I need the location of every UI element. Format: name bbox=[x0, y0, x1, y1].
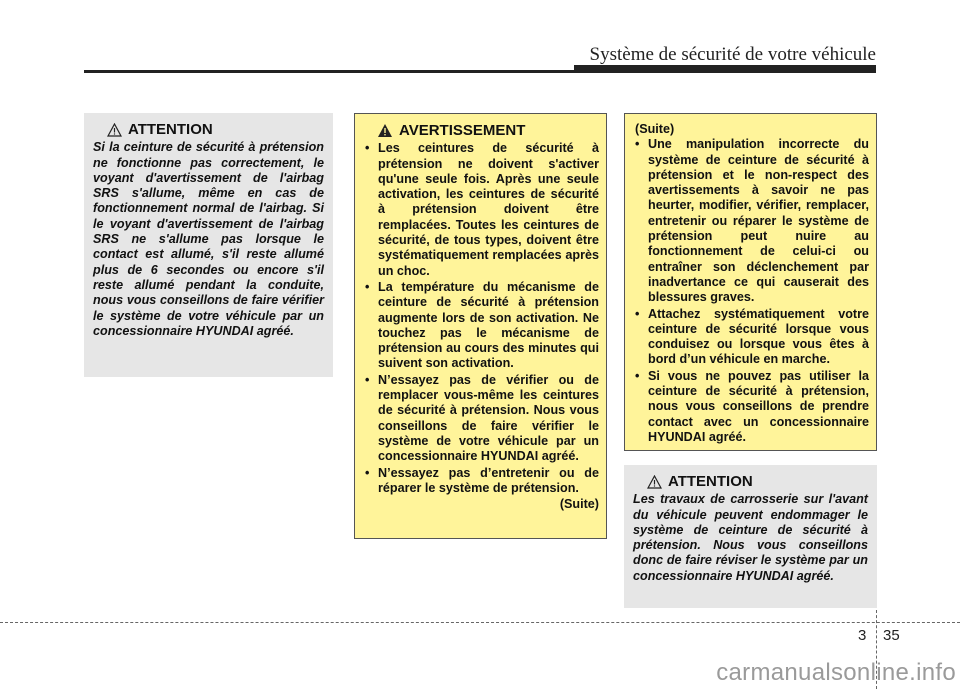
warning-triangle-icon bbox=[377, 123, 393, 138]
avertissement-box-header bbox=[377, 123, 599, 138]
attention-box-2-title: ATTENTION bbox=[668, 473, 753, 490]
list-item: • La température du mécanisme de ceinture de sécurité à prétension augmente lors de son activation. Ne touchez pas le mécanisme de prétension au cours des minutes qui suivent son activation. bbox=[365, 280, 599, 372]
attention-box-1-text: Si la ceinture de sécurité à prétension ne fonctionne pas correctement, le voyant d'avertissement de l'airbag SRS s'allume, même en cas de fonctionnement normal de l'airbag. Si le voyant d'avertissement de l'airbag SRS ne s'allume pas lorsque le contact est allumé, s'il reste allumé plus de 6 secondes ou encore s'il reste allumé pendant la conduite, nous vous conseillons de faire vérifier le système de votre véhicule par un concessionnaire HYUNDAI agréé. bbox=[93, 140, 324, 338]
avertissement-box-title: AVERTISSEMENT bbox=[399, 122, 526, 139]
page-header-title: Système de sécurité de votre véhicule bbox=[589, 44, 876, 65]
avertissement-box bbox=[354, 113, 607, 539]
caution-triangle-icon bbox=[647, 475, 662, 489]
avertissement-list bbox=[365, 141, 599, 496]
attention-box-1 bbox=[84, 113, 333, 377]
attention-box-2-header bbox=[647, 474, 868, 489]
chapter-number: 3 bbox=[858, 627, 867, 644]
caution-triangle-icon bbox=[107, 123, 122, 137]
header-rule-thick bbox=[574, 65, 876, 73]
attention-box-2 bbox=[624, 465, 877, 608]
suite-label: (Suite) bbox=[559, 497, 599, 512]
suite-box-label: (Suite) bbox=[635, 122, 675, 136]
attention-box-2-text: Les travaux de carrosserie sur l'avant du véhicule peuvent endommager le système de ceinture de sécurité à prétension. Nous vous conseillons donc de faire réviser le système par un concessionnaire HYUNDAI agréé. bbox=[633, 492, 868, 583]
page-number: 35 bbox=[883, 627, 900, 644]
list-item: • Les ceintures de sécurité à prétension ne doivent s'activer qu'une seule fois. Après une seule activation, les ceintures de sécurité à prétension doivent être remplacées. Toutes les ceintures de sécurité, de tous types, doivent être systématiquement remplacées après un choc. bbox=[365, 141, 599, 279]
list-item: • Si vous ne pouvez pas utiliser la ceinture de sécurité à prétension, nous vous conseillons de prendre contact avec un concessionnaire HYUNDAI agréé. bbox=[635, 369, 869, 445]
watermark: carmanualsonline.info bbox=[716, 659, 956, 686]
attention-box-1-header bbox=[107, 122, 324, 137]
list-item: • N’essayez pas d’entretenir ou de réparer le système de prétension. bbox=[365, 466, 599, 497]
list-item: • N’essayez pas de vérifier ou de remplacer vous-même les ceintures de sécurité à prétension. Nous vous conseillons de faire vérifier le système de votre véhicule par un concessionnaire HYUNDAI agréé. bbox=[365, 373, 599, 465]
suite-box bbox=[624, 113, 877, 451]
list-item: • Attachez systématiquement votre ceinture de sécurité lorsque vous conduisez ou lorsque vous êtes à bord d’un véhicule en marche. bbox=[635, 307, 869, 368]
footer-dashed-rule bbox=[0, 622, 960, 623]
suite-list bbox=[635, 137, 869, 445]
attention-box-1-title: ATTENTION bbox=[128, 121, 213, 138]
list-item: • Une manipulation incorrecte du système de ceinture de sécurité à prétension et le non-respect des avertissements à savoir ne pas heurter, modifier, vérifier, remplacer, entretenir ou réparer le système de prétension peut nuire au fonctionnement de celui-ci ou entraîner son déclenchement par inadvertance ce qui causerait des blessures graves. bbox=[635, 137, 869, 305]
